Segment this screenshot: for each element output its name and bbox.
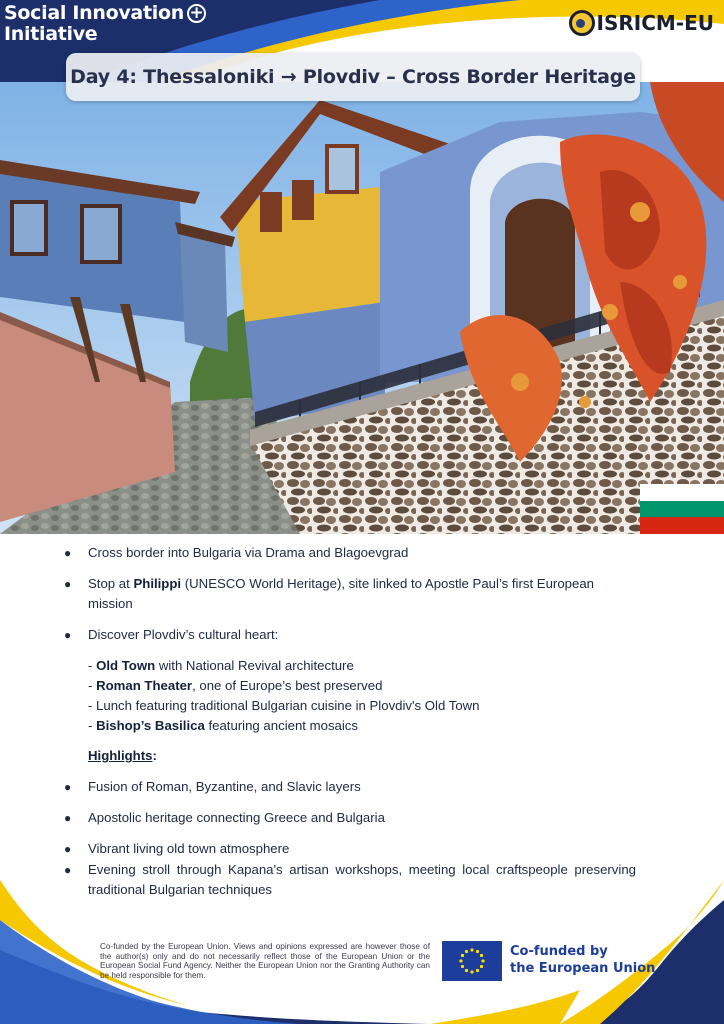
itinerary-item-text: (UNESCO World Heritage), site linked to Apostle Paul’s first European mission — [88, 576, 594, 611]
highlights-label: Highlights — [88, 748, 153, 763]
eu-cofunded-line1: Co-funded by — [510, 944, 608, 959]
bullet-icon: ● — [64, 863, 72, 877]
photo-illustration — [0, 82, 724, 534]
day-title-banner — [66, 53, 640, 101]
plovdiv-old-town-photo — [0, 82, 724, 534]
bullet-icon: ● — [64, 780, 72, 794]
sub-item-text: with National Revival architecture — [155, 658, 354, 673]
bulgaria-flag-icon — [640, 484, 724, 534]
initiative-title — [4, 3, 264, 45]
sub-list-item — [88, 716, 636, 736]
sub-list-item — [88, 656, 636, 676]
highlight-text: Vibrant living old town atmosphere — [88, 841, 290, 856]
highlights-heading — [64, 746, 636, 766]
highlights-colon: : — [152, 748, 157, 763]
eu-flag-icon — [442, 941, 502, 981]
bullet-icon: ● — [64, 628, 72, 642]
itinerary-item — [64, 574, 636, 614]
bullet-icon: ● — [64, 546, 72, 560]
itinerary-item-text: Discover Plovdiv’s cultural heart: — [88, 627, 279, 642]
highlight-item — [64, 777, 636, 797]
sub-item-text: - — [88, 718, 97, 733]
highlight-item — [64, 839, 636, 859]
bullet-icon: ● — [64, 811, 72, 825]
itinerary-item-text: Cross border into Bulgaria via Drama and Blagoevgrad — [88, 545, 409, 560]
initiative-title-line1: Social Innovation — [4, 2, 184, 24]
initiative-title-line2: Initiative — [4, 23, 98, 45]
sub-item-text: - Lunch featuring traditional Bulgarian cuisine in Plovdiv's Old Town — [88, 698, 480, 713]
itinerary-content — [64, 540, 636, 900]
sub-item-text: featuring ancient mosaics — [204, 718, 358, 733]
sub-item-text: - — [88, 678, 97, 693]
plovdiv-sub-list — [88, 656, 636, 736]
plus-circle-icon: + — [187, 4, 206, 23]
sub-item-text: - — [88, 658, 97, 673]
day-title: Day 4: Thessaloniki → Plovdiv – Cross Border Heritage — [70, 66, 636, 88]
itinerary-item — [64, 625, 636, 645]
highlight-text: Evening stroll through Kapana's artisan workshops, meeting local craftspeople preserving traditional Bulgarian techniques — [88, 862, 636, 897]
isricm-logo-text: ISRICM-EU — [596, 11, 714, 35]
eu-cofunded-line2: the European Union — [510, 961, 656, 976]
eu-cofunded-label — [510, 943, 660, 977]
sub-item-bold: Roman Theater — [96, 678, 193, 693]
sub-item-text: , one of Europe’s best preserved — [192, 678, 383, 693]
itinerary-item-text: Stop at — [88, 576, 134, 591]
sub-list-item — [88, 696, 636, 716]
itinerary-item — [64, 543, 636, 563]
sub-item-bold: Old Town — [96, 658, 156, 673]
sub-item-bold: Bishop’s Basilica — [96, 718, 205, 733]
eu-disclaimer: Co-funded by the European Union. Views and opinions expressed are however those of the author(s) only and do not necessarily reflect those of the European Union or the European Social Fund Agency. Neither the European Union nor the Granting Authority can be held responsible for them. — [100, 942, 430, 980]
highlight-text: Apostolic heritage connecting Greece and Bulgaria — [88, 810, 385, 825]
sub-list-item — [88, 676, 636, 696]
bullet-icon: ● — [64, 842, 72, 856]
highlight-text: Fusion of Roman, Byzantine, and Slavic layers — [88, 779, 361, 794]
isricm-logo — [569, 6, 714, 40]
bullet-icon: ● — [64, 577, 72, 591]
itinerary-item-bold: Philippi — [133, 576, 182, 591]
isricm-logo-icon — [569, 10, 595, 36]
highlight-item — [64, 808, 636, 828]
